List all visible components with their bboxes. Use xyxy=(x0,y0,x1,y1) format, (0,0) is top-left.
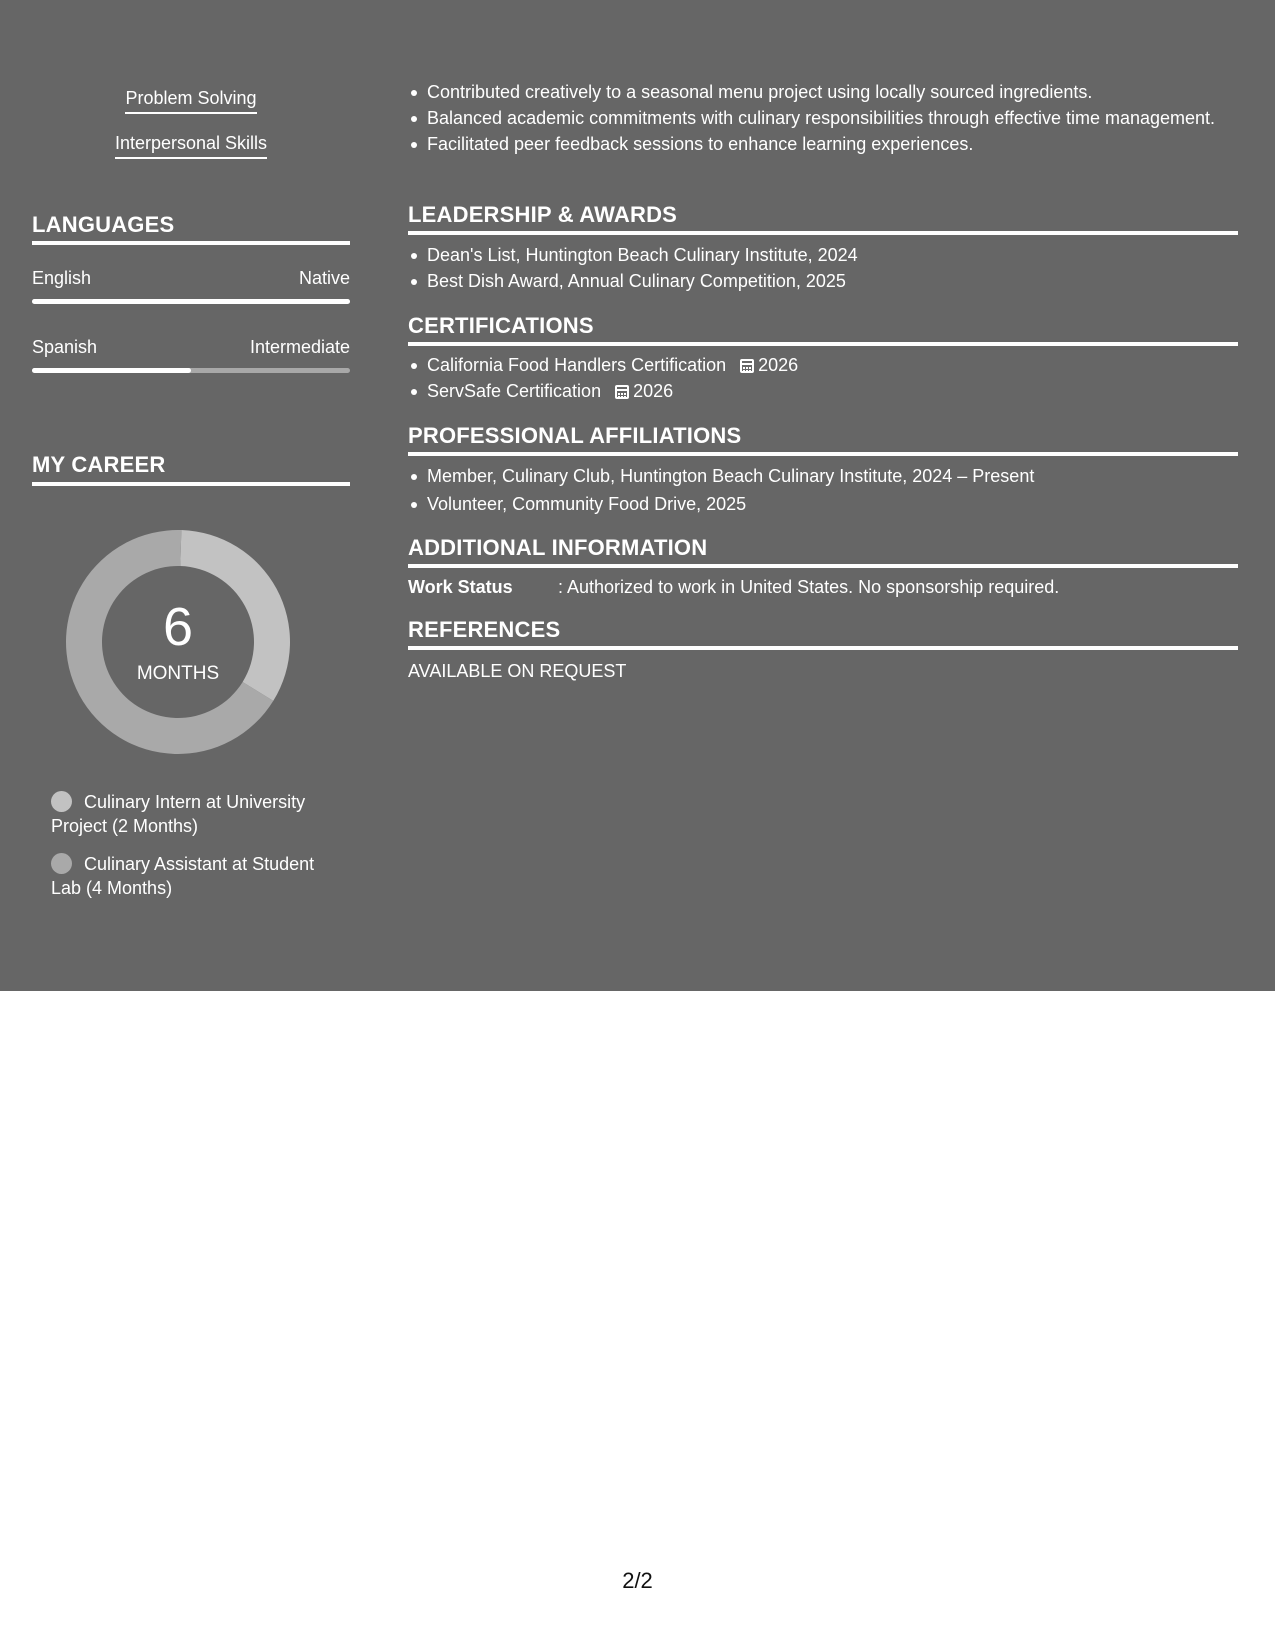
skill-item xyxy=(32,88,350,114)
career-title: MY CAREER xyxy=(32,452,166,477)
legend-dot-icon xyxy=(51,791,72,812)
certification-name: ServSafe Certification xyxy=(427,381,602,401)
language-row xyxy=(32,337,350,358)
list-item: Facilitated peer feedback sessions to enhance learning experiences. xyxy=(427,132,1257,157)
career-legend-item xyxy=(51,790,341,838)
language-row xyxy=(32,268,350,289)
leadership-list xyxy=(408,243,1257,295)
list-item xyxy=(427,353,1257,378)
section-rule xyxy=(32,482,350,486)
language-name: English xyxy=(32,268,92,288)
calendar-icon xyxy=(740,359,754,373)
language-bar-fill xyxy=(32,368,191,373)
references-title: REFERENCES xyxy=(408,617,561,642)
career-total-unit: MONTHS xyxy=(136,663,220,684)
references-text: AVAILABLE ON REQUEST xyxy=(408,661,627,681)
experience-bullets xyxy=(408,80,1257,158)
section-rule xyxy=(32,241,350,245)
list-item: Member, Culinary Club, Huntington Beach Culinary Institute, 2024 – Present xyxy=(427,464,1257,489)
skill-label: Interpersonal Skills xyxy=(115,133,267,159)
list-item: Best Dish Award, Annual Culinary Competition, 2025 xyxy=(427,269,1257,294)
affiliations-title: PROFESSIONAL AFFILIATIONS xyxy=(408,423,742,448)
additional-title: ADDITIONAL INFORMATION xyxy=(408,535,708,560)
section-rule xyxy=(408,646,1238,650)
work-status-row xyxy=(408,577,1238,598)
list-item: Volunteer, Community Food Drive, 2025 xyxy=(427,492,1257,517)
certification-year: 2026 xyxy=(633,381,674,401)
list-item: Contributed creatively to a seasonal menu project using locally sourced ingredients. xyxy=(427,80,1257,105)
language-level: Intermediate xyxy=(249,337,350,357)
legend-label: Culinary Intern at University Project (2 Months) xyxy=(51,792,306,836)
legend-label: Culinary Assistant at Student Lab (4 Months) xyxy=(51,854,315,898)
skill-item xyxy=(32,133,350,159)
languages-title: LANGUAGES xyxy=(32,212,175,237)
language-name: Spanish xyxy=(32,337,98,357)
page-number: 2/2 xyxy=(622,1568,653,1593)
section-rule xyxy=(408,564,1238,568)
language-bar xyxy=(32,368,350,373)
calendar-icon xyxy=(615,385,629,399)
language-bar xyxy=(32,299,350,304)
career-legend-item xyxy=(51,852,341,900)
leadership-title: LEADERSHIP & AWARDS xyxy=(408,202,678,227)
list-item: Dean's List, Huntington Beach Culinary Institute, 2024 xyxy=(427,243,1257,268)
certifications-title: CERTIFICATIONS xyxy=(408,313,594,338)
language-level: Native xyxy=(298,268,350,288)
section-rule xyxy=(408,342,1238,346)
list-item: Balanced academic commitments with culinary responsibilities through effective time management. xyxy=(427,106,1257,131)
legend-dot-icon xyxy=(51,853,72,874)
section-rule xyxy=(408,452,1238,456)
work-status-value: : Authorized to work in United States. No sponsorship required. xyxy=(558,577,1060,597)
certification-year: 2026 xyxy=(758,355,799,375)
section-rule xyxy=(408,231,1238,235)
work-status-label: Work Status xyxy=(408,577,513,597)
skill-label: Problem Solving xyxy=(125,88,256,114)
career-total-value: 6 xyxy=(162,597,194,657)
certification-name: California Food Handlers Certification xyxy=(427,355,727,375)
affiliations-list xyxy=(408,464,1257,518)
certifications-list xyxy=(408,353,1257,405)
language-bar-fill xyxy=(32,299,350,304)
list-item xyxy=(427,379,1257,404)
